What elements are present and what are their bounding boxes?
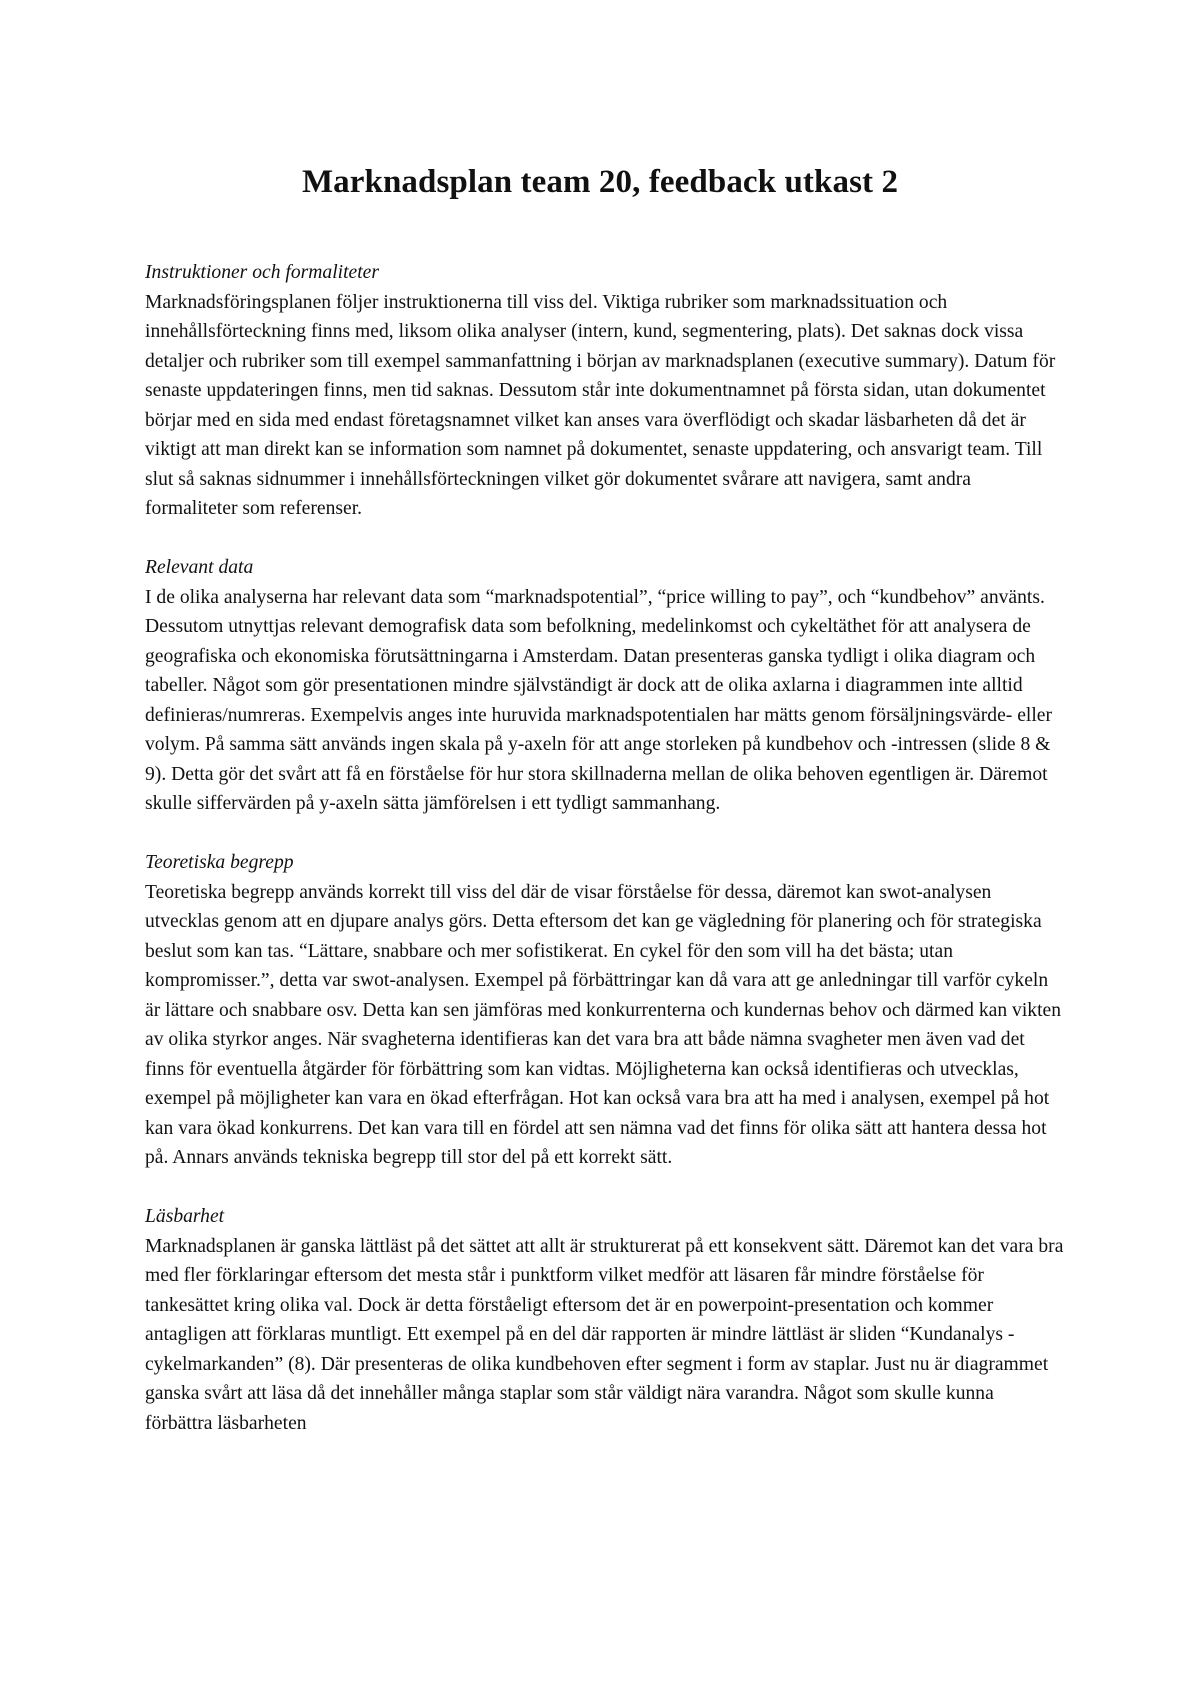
section-heading: Läsbarhet <box>145 1206 225 1227</box>
section-relevant-data <box>145 553 1065 819</box>
document-title: Marknadsplan team 20, feedback utkast 2 <box>301 164 899 200</box>
section-heading: Teoretiska begrepp <box>145 852 294 873</box>
section-paragraph: Marknadsplanen är ganska lättläst på det sättet att allt är strukturerat på ett konsekvent sätt. Däremot kan det vara bra med fler förklaringar eftersom det mesta står i punktform vilket medför att läsaren får mindre förståelse för tankesättet kring olika val. Dock är detta förståeligt eftersom det är en powerpoint-presentation och kommer antagligen att förklaras muntligt. Ett exempel på en del där rapporten är mindre lättläst är sliden “Kundanalys - cykelmarkanden” (8). Där presenteras de olika kundbehoven efter segment i form av staplar. Just nu är diagrammet ganska svårt att läsa då det innehåller många staplar som står väldigt nära varandra. Något som skulle kunna förbättra läsbarheten <box>145 1235 1064 1434</box>
section-theoretical-concepts <box>145 848 1065 1173</box>
section-readability <box>145 1202 1065 1438</box>
section-instructions <box>145 258 1065 524</box>
section-paragraph: Teoretiska begrepp används korrekt till viss del där de visar förståelse för dessa, däremot kan swot-analysen utvecklas genom att en djupare analys görs. Detta eftersom det kan ge vägledning för planering och för strategiska beslut som kan tas. “Lättare, snabbare och mer sofistikerat. En cykel för den som vill ha det bästa; utan kompromisser.”, detta var swot-analysen. Exempel på förbättringar kan då vara att ge anledningar till varför cykeln är lättare och snabbare osv. Detta kan sen jämföras med konkurrenterna och kundernas behov och därmed kan vikten av olika styrkor anges. När svagheterna identifieras kan det vara bra att både nämna svagheter men även vad det finns för eventuella åtgärder för förbättring som kan vidtas. Möjligheterna kan också identifieras och utvecklas, exempel på möjligheter kan vara en ökad efterfrågan. Hot kan också vara bra att ha med i analysen, exempel på hot kan vara ökad konkurrens. Det kan vara till en fördel att sen nämna vad det finns för olika sätt att hantera dessa hot på. Annars används tekniska begrepp till stor del på ett korrekt sätt. <box>145 881 1062 1168</box>
section-heading: Relevant data <box>145 557 254 578</box>
section-heading: Instruktioner och formaliteter <box>145 262 380 283</box>
document-body <box>145 258 1065 1468</box>
section-paragraph: Marknadsföringsplanen följer instruktionerna till viss del. Viktiga rubriker som marknadssituation och innehållsförteckning finns med, liksom olika analyser (intern, kund, segmentering, plats). Det saknas dock vissa detaljer och rubriker som till exempel sammanfattning i början av marknadsplanen (executive summary). Datum för senaste uppdateringen finns, men tid saknas. Dessutom står inte dokumentnamnet på första sidan, utan dokumentet börjar med en sida med endast företagsnamnet vilket kan anses vara överflödigt och skadar läsbarheten då det är viktigt att man direkt kan se information som namnet på dokumentet, senaste uppdatering, och ansvarigt team. Till slut så saknas sidnummer i innehållsförteckningen vilket gör dokumentet svårare att navigera, samt andra formaliteter som referenser. <box>145 291 1056 519</box>
section-paragraph: I de olika analyserna har relevant data som “marknadspotential”, “price willing to pay”, och “kundbehov” använts. Dessutom utnyttjas relevant demografisk data som befolkning, medelinkomst och cykeltäthet för att analysera de geografiska och ekonomiska förutsättningarna i Amsterdam. Datan presenteras ganska tydligt i olika diagram och tabeller. Något som gör presentationen mindre självständigt är dock att de olika axlarna i diagrammen inte alltid definieras/numreras. Exempelvis anges inte huruvida marknadspotentialen har mätts genom försäljningsvärde- eller volym. På samma sätt används ingen skala på y-axeln för att ange storleken på kundbehov och -intressen (slide 8 & 9). Detta gör det svårt att få en förståelse för hur stora skillnaderna mellan de olika behoven egentligen är. Däremot skulle siffervärden på y-axeln sätta jämförelsen i ett tydligt sammanhang. <box>145 586 1053 814</box>
